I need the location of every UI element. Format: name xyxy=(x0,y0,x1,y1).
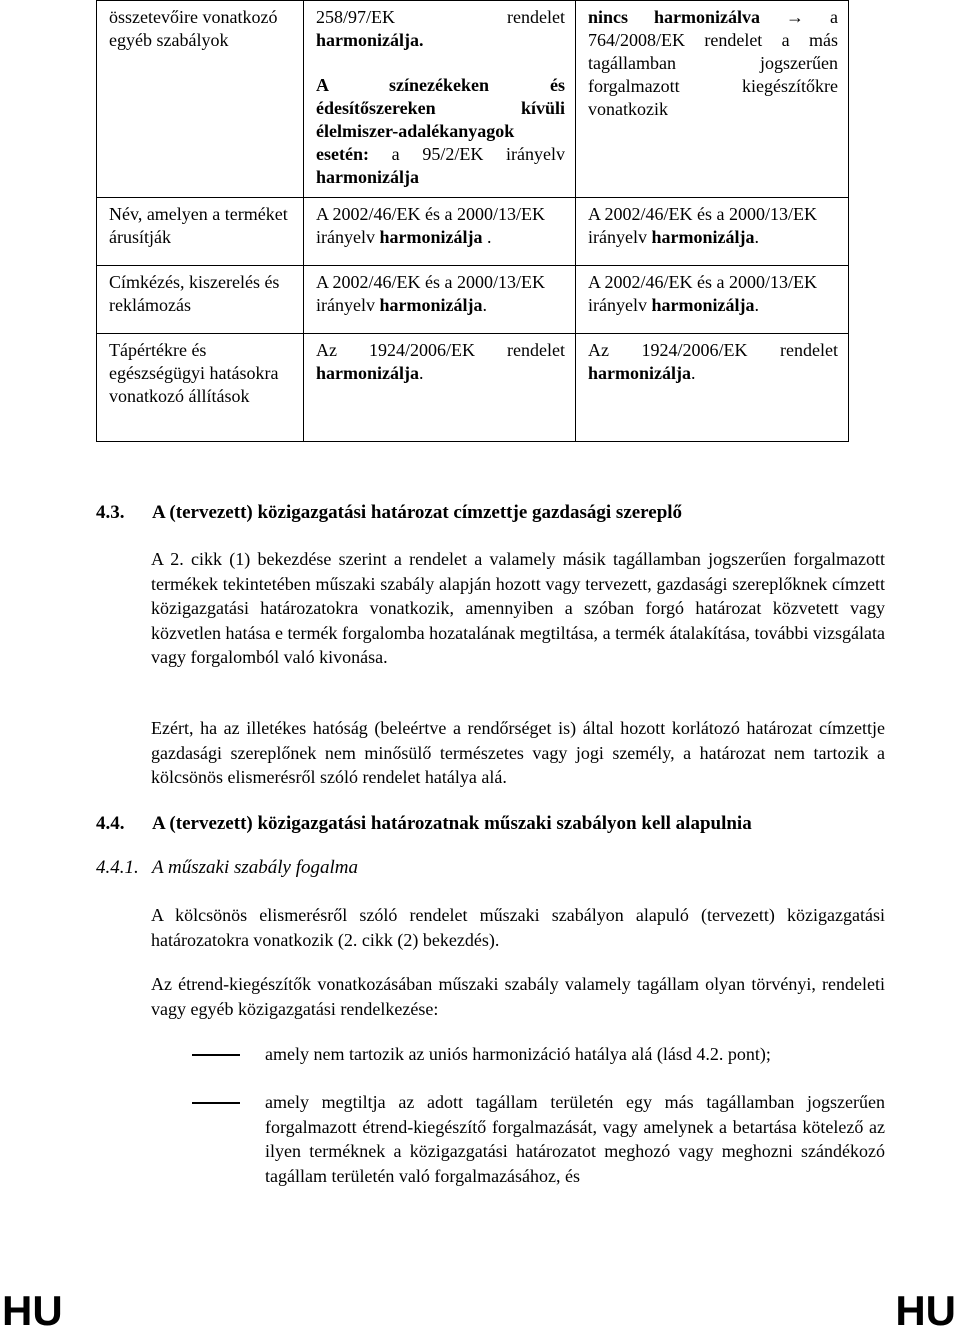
language-code-left: HU xyxy=(2,1287,63,1334)
cell-col2: 258/97/EK rendelet harmonizálja. A színezékeken és édesítőszereken kívüli élelmiszer-adalékanyagok esetén: a 95/2/EK irányelv harmonizálja xyxy=(304,1,576,198)
cell-col3: A 2002/46/EK és a 2000/13/EK irányelv harmonizálja. xyxy=(576,266,849,334)
table-row xyxy=(97,334,849,442)
cell-text: A színezékeken és édesítőszereken kívüli élelmiszer-adalékanyagok xyxy=(316,75,565,141)
paragraph: A kölcsönös elismerésről szóló rendelet műszaki szabályon alapuló (tervezett) közigazgatási határozatokra vonatkozik (2. cikk (2) bekezdés). xyxy=(151,905,885,950)
section-title: A műszaki szabály fogalma xyxy=(152,857,359,878)
section-number: 4.3. xyxy=(96,502,125,523)
language-code-right: HU xyxy=(895,1287,956,1334)
section-title: A (tervezett) közigazgatási határozat címzettje gazdasági szereplő xyxy=(152,502,683,523)
paragraph: A 2. cikk (1) bekezdése szerint a rendelet a valamely másik tagállamban jogszerűen forgalmazott termékek tekintetében műszaki szabály alapján hozott vagy tervezett, gazdasági szereplőknek címzett közigazgatási határozatokra vonatkozik, amennyiben a szóban forgó határozat közvetett vagy közvetlen hatása e termék forgalomba hozatalának megtiltása, a termék átalakítása, további vizsgálata vagy forgalomból való kivonása. xyxy=(151,549,885,667)
paragraph: Az étrend-kiegészítők vonatkozásában műszaki szabály valamely tagállam olyan törvényi, rendeleti vagy egyéb közigazgatási rendelkezése: xyxy=(151,974,885,1019)
table-row xyxy=(97,266,849,334)
table-row xyxy=(97,1,849,198)
section-number: 4.4.1. xyxy=(96,857,139,878)
row-label: összetevőire vonatkozó egyéb szabályok xyxy=(97,1,304,198)
dash-bullet-icon xyxy=(192,1102,240,1104)
list-item: amely nem tartozik az uniós harmonizáció hatálya alá (lásd 4.2. pont); xyxy=(265,1044,771,1064)
cell-col2: A 2002/46/EK és a 2000/13/EK irányelv harmonizálja . xyxy=(304,198,576,266)
cell-col3: A 2002/46/EK és a 2000/13/EK irányelv harmonizálja. xyxy=(576,198,849,266)
cell-col2: A 2002/46/EK és a 2000/13/EK irányelv harmonizálja. xyxy=(304,266,576,334)
arrow-icon: → xyxy=(786,7,805,27)
cell-col2: Az 1924/2006/EK rendelet harmonizálja. xyxy=(304,334,576,442)
paragraph: Ezért, ha az illetékes hatóság (beleértve a rendőrséget is) által hozott korlátozó határozat címzettje gazdasági szereplőnek nem minősülő természetes vagy jogi személy, a határozat nem tartozik a kölcsönös elismerésről szóló rendelet hatálya alá. xyxy=(151,718,885,787)
cell-col3: nincs harmonizálva → a 764/2008/EK rendelet a más tagállamban jogszerűen forgalmazott kiegészítőkre vonatkozik xyxy=(576,1,849,198)
section-number: 4.4. xyxy=(96,813,125,834)
dash-bullet-icon xyxy=(192,1054,240,1056)
row-label: Név, amelyen a terméket árusítják xyxy=(97,198,304,266)
cell-col3: Az 1924/2006/EK rendelet harmonizálja. xyxy=(576,334,849,442)
table-row xyxy=(97,198,849,266)
row-label: Címkézés, kiszerelés és reklámozás xyxy=(97,266,304,334)
list-item: amely megtiltja az adott tagállam területén egy más tagállamban jogszerűen forgalmazott étrend-kiegészítő forgalmazását, vagy amelynek a betartása kötelező az ilyen terméknek a közigazgatási határozatot meghozó vagy meghozni szándékozó tagállam területén való forgalmazásához, és xyxy=(265,1092,885,1186)
row-label: Tápértékre és egészségügyi hatásokra vonatkozó állítások xyxy=(97,334,304,442)
section-title: A (tervezett) közigazgatási határozatnak műszaki szabályon kell alapulnia xyxy=(152,813,752,834)
requirements-table xyxy=(96,0,849,442)
